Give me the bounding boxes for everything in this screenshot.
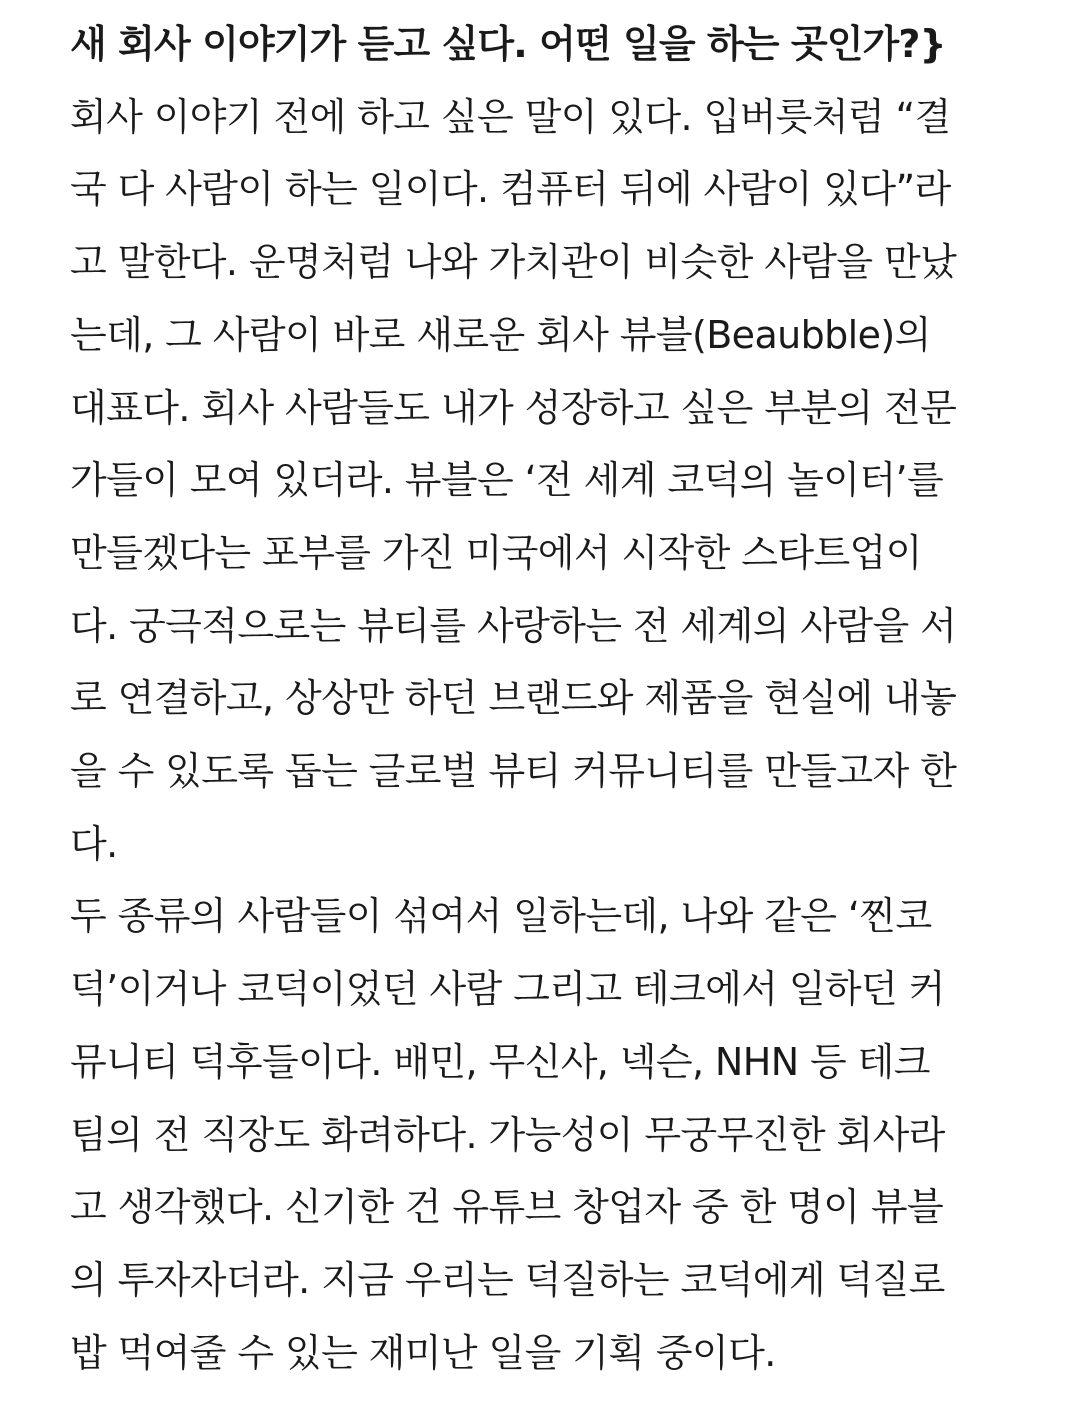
- article-body: [70, 8, 1015, 1389]
- paragraph-line: 뮤니티 덕후들이다. 배민, 무신사, 넥슨, NHN 등 테크: [70, 1039, 930, 1084]
- paragraph-line: 만들겠다는 포부를 가진 미국에서 시작한 스타트업이: [70, 530, 922, 575]
- answer-paragraph-1: [70, 81, 1015, 881]
- paragraph-line: 고 말한다. 운명처럼 나와 가치관이 비슷한 사람을 만났: [70, 240, 957, 285]
- paragraph-line: 로 연결하고, 상상만 하던 브랜드와 제품을 현실에 내놓: [70, 676, 957, 721]
- paragraph-line: 두 종류의 사람들이 섞여서 일하는데, 나와 같은 ‘찐코: [70, 894, 932, 939]
- paragraph-line: 고 생각했다. 신기한 건 유튜브 창업자 중 한 명이 뷰블: [70, 1185, 944, 1230]
- paragraph-line: 밥 먹여줄 수 있는 재미난 일을 기획 중이다.: [70, 1330, 776, 1375]
- paragraph-line: 회사 이야기 전에 하고 싶은 말이 있다. 입버릇처럼 “결: [70, 94, 951, 139]
- paragraph-line: 의 투자자더라. 지금 우리는 덕질하는 코덕에게 덕질로: [70, 1257, 945, 1302]
- paragraph-line: 다.: [70, 821, 118, 866]
- paragraph-line: 국 다 사람이 하는 일이다. 컴퓨터 뒤에 사람이 있다”라: [70, 167, 951, 212]
- paragraph-line: 다. 궁극적으로는 뷰티를 사랑하는 전 세계의 사람을 서: [70, 603, 957, 648]
- interview-question: 새 회사 이야기가 듣고 싶다. 어떤 일을 하는 곳인가?}: [70, 22, 946, 66]
- paragraph-line: 팀의 전 직장도 화려하다. 가능성이 무궁무진한 회사라: [70, 1112, 945, 1157]
- paragraph-line: 는데, 그 사람이 바로 새로운 회사 뷰블(Beaubble)의: [70, 312, 931, 357]
- paragraph-line: 가들이 모여 있더라. 뷰블은 ‘전 세계 코덕의 놀이터’를: [70, 458, 944, 503]
- answer-paragraph-2: [70, 880, 1015, 1389]
- paragraph-line: 을 수 있도록 돕는 글로벌 뷰티 커뮤니티를 만들고자 한: [70, 749, 957, 794]
- paragraph-line: 대표다. 회사 사람들도 내가 성장하고 싶은 부분의 전문: [70, 385, 957, 430]
- paragraph-line: 덕’이거나 코덕이었던 사람 그리고 테크에서 일하던 커: [70, 967, 945, 1012]
